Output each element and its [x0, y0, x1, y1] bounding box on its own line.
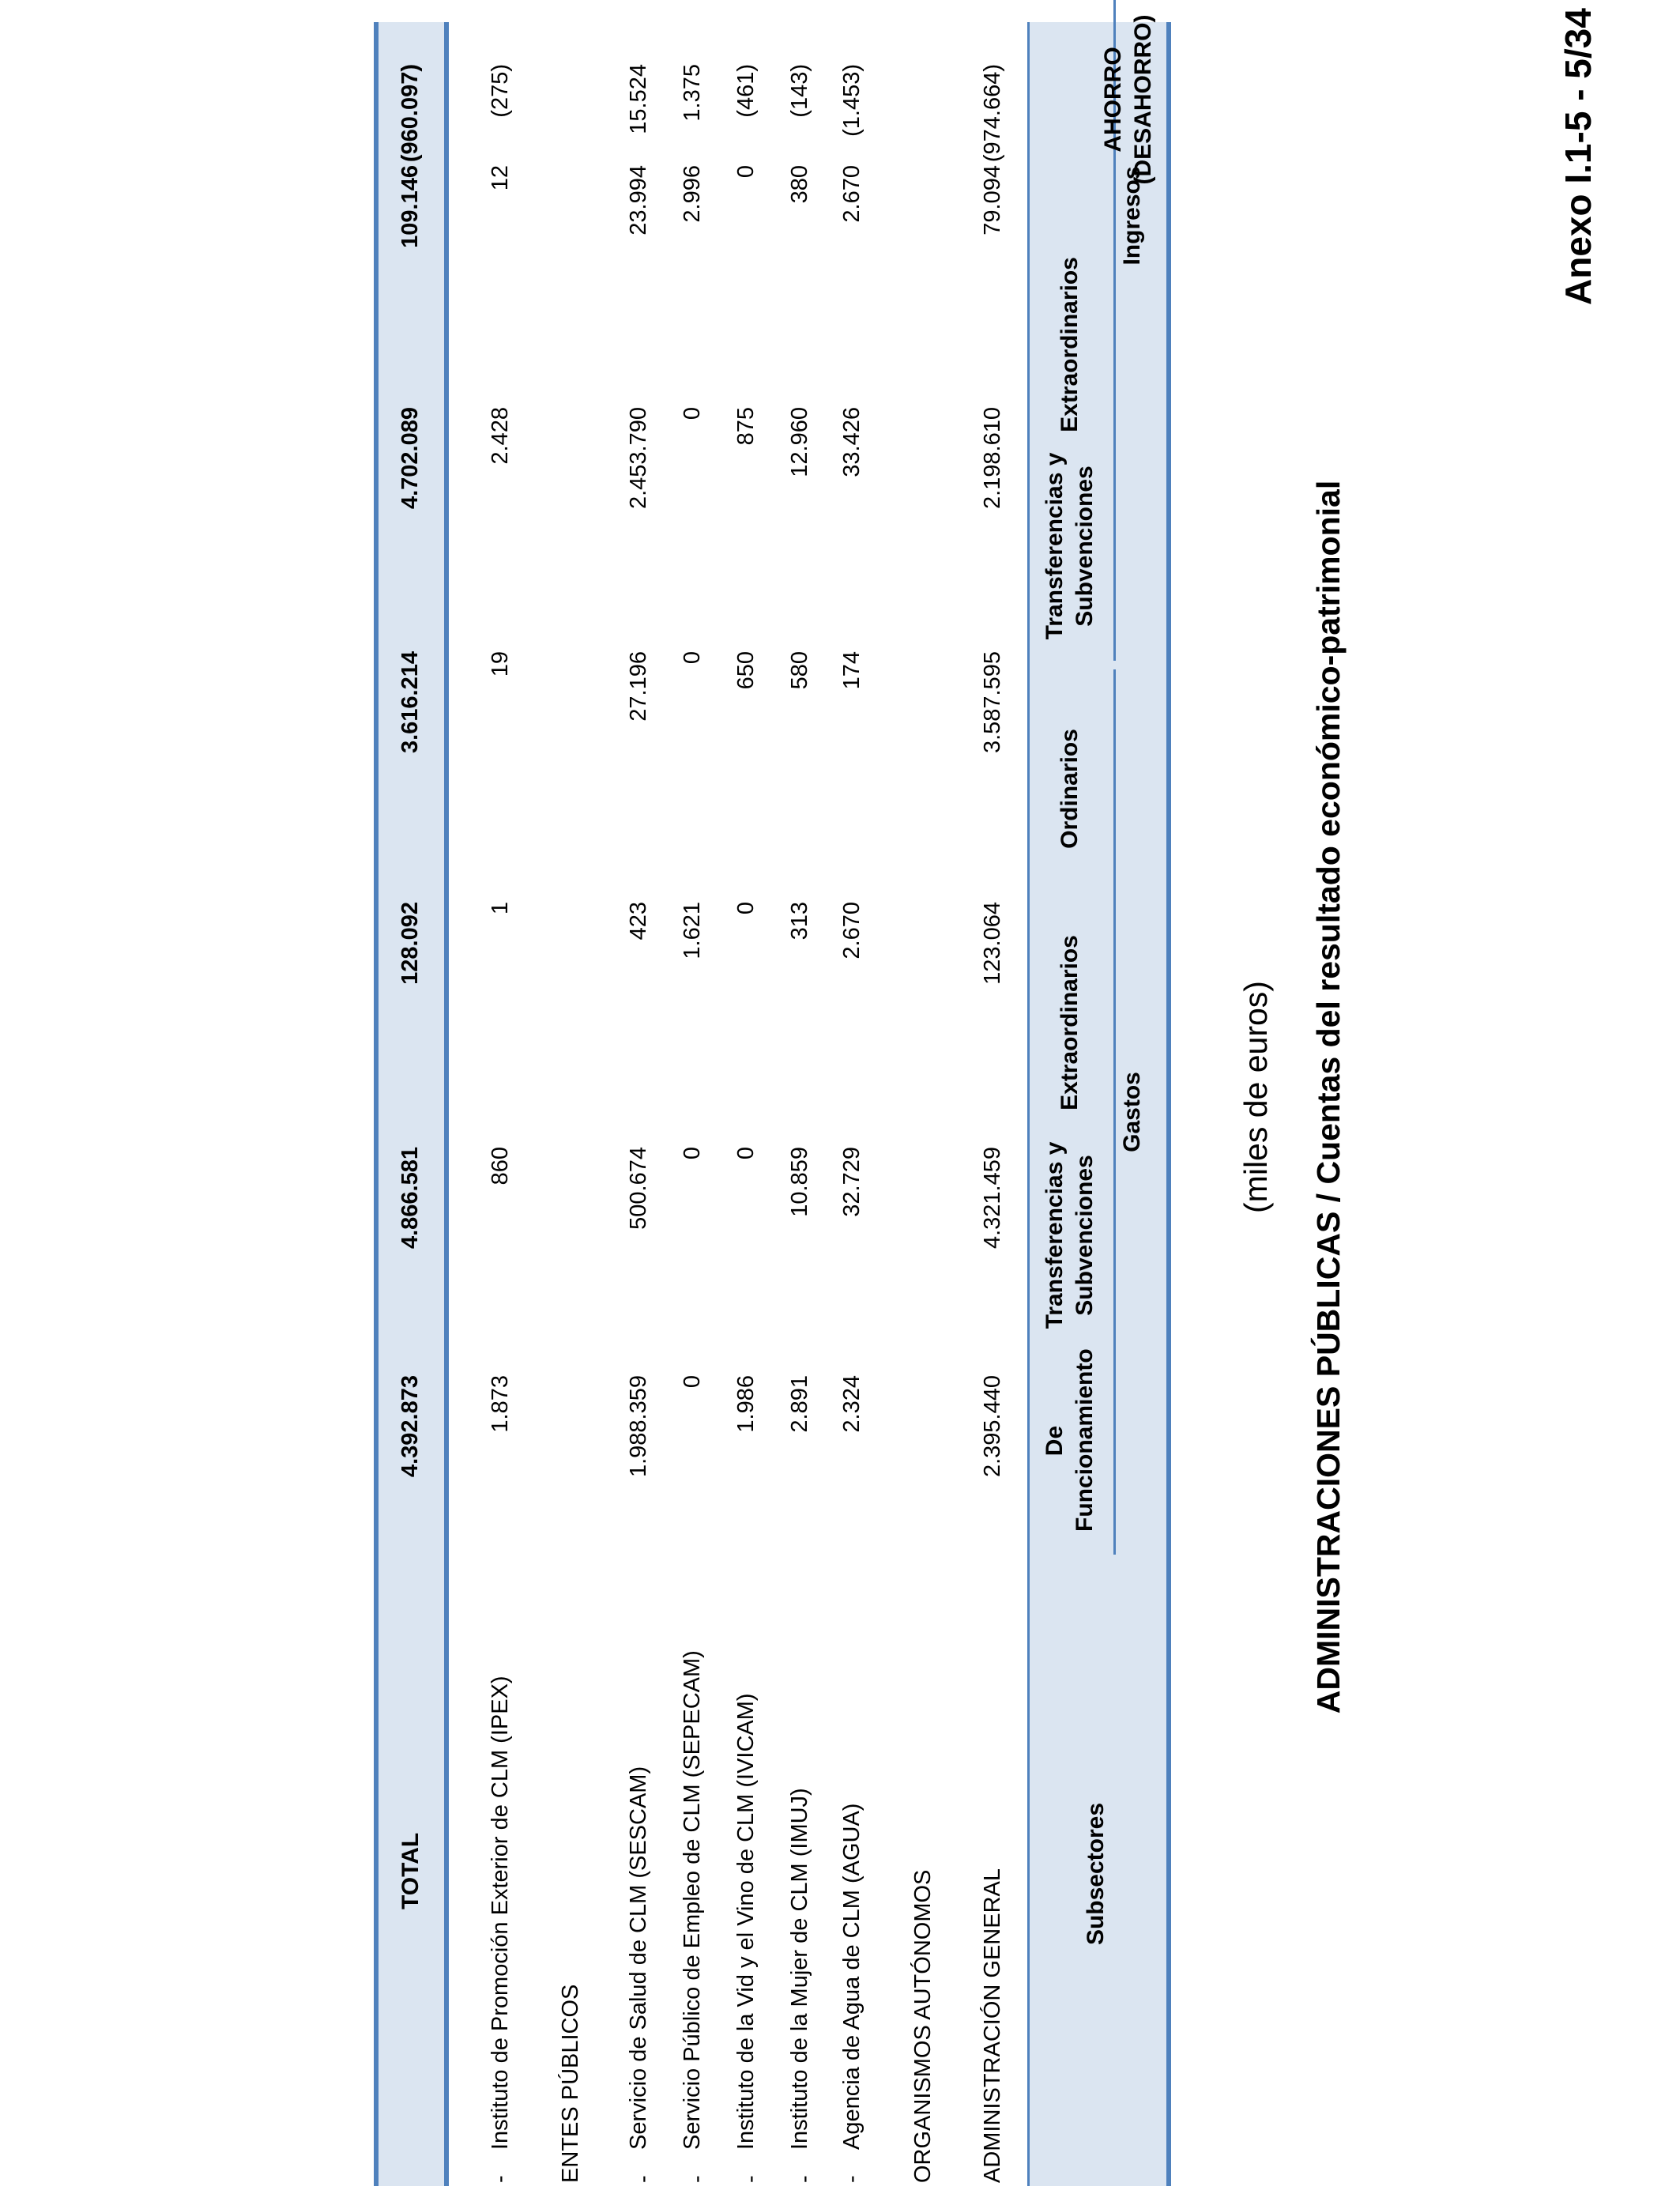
total-gastos-transferencias: 4.866.581 — [397, 1147, 423, 1250]
cell-ingresos-extraordinarios: 0 — [733, 165, 759, 179]
page-title: ADMINISTRACIONES PÚBLICAS / Cuentas del resultado económico-patrimonial — [1310, 480, 1347, 1714]
row-label: Servicio de Salud de CLM (SESCAM) — [626, 1766, 651, 2150]
cell-gastos-transferencias: 0 — [733, 1147, 759, 1160]
cell-ahorro: (275) — [488, 64, 513, 118]
header-ingresos: Ingresos — [1119, 166, 1145, 266]
cell-ahorro: (974.664) — [980, 64, 1005, 163]
row-dash: - — [684, 2175, 710, 2183]
cell-gastos-funcionamiento: 1.988.359 — [626, 1375, 651, 1478]
cell-gastos-extraordinarios: 313 — [787, 902, 812, 941]
cell-ingresos-extraordinarios: 79.094 — [980, 165, 1005, 236]
header-bottom-border — [1027, 22, 1030, 2186]
row-label: ADMINISTRACIÓN GENERAL — [980, 1868, 1005, 2183]
row-label: Agencia de Agua de CLM (AGUA) — [839, 1803, 864, 2150]
cell-ingresos-ordinarios: 27.196 — [626, 651, 651, 722]
cell-ingresos-extraordinarios: 2.670 — [839, 165, 864, 223]
cell-ahorro: (1.453) — [839, 64, 864, 137]
header-gastos-transferencias-line2: Subvenciones — [1072, 1155, 1098, 1316]
cell-ingresos-ordinarios: 19 — [488, 651, 513, 677]
section-organismos: ORGANISMOS AUTÓNOMOS — [910, 1869, 936, 2183]
header-ahorro-line1: AHORRO — [1100, 47, 1126, 153]
cell-gastos-funcionamiento: 2.891 — [787, 1375, 812, 1433]
cell-ahorro: 1.375 — [680, 64, 705, 122]
cell-gastos-transferencias: 860 — [488, 1147, 513, 1186]
cell-gastos-funcionamiento: 1.873 — [488, 1375, 513, 1433]
header-ahorro-line2: (DESAHORRO) — [1130, 14, 1156, 185]
cell-ingresos-transferencias: 2.198.610 — [980, 407, 1005, 510]
row-label: Instituto de Promoción Exterior de CLM (IPEX) — [488, 1676, 513, 2150]
header-gastos-transferencias — [1040, 1117, 1100, 1354]
total-ingresos-ordinarios: 3.616.214 — [397, 651, 423, 754]
cell-ingresos-transferencias: 33.426 — [839, 407, 864, 477]
page-subtitle: (miles de euros) — [1237, 981, 1274, 1213]
header-de-funcionamiento-line2: Funcionamiento — [1072, 1348, 1098, 1532]
row-label: Instituto de la Mujer de CLM (IMUJ) — [787, 1788, 812, 2150]
cell-gastos-funcionamiento: 1.986 — [733, 1375, 759, 1433]
gastos-underline — [1113, 669, 1116, 1555]
cell-ingresos-extraordinarios: 380 — [787, 165, 812, 204]
total-ingresos-extraordinarios: 109.146 — [397, 165, 423, 248]
header-gastos: Gastos — [1119, 1072, 1145, 1152]
header-ingresos-transferencias-line1: Transferencias y — [1042, 452, 1068, 640]
header-ordinarios: Ordinarios — [1057, 729, 1083, 849]
cell-ingresos-transferencias: 2.453.790 — [626, 407, 651, 510]
header-ahorro — [1098, 5, 1158, 194]
cell-gastos-transferencias: 0 — [680, 1147, 705, 1160]
cell-gastos-transferencias: 32.729 — [839, 1147, 864, 1217]
total-top-border — [444, 22, 449, 2186]
cell-gastos-funcionamiento: 0 — [680, 1375, 705, 1389]
total-label: TOTAL — [397, 1832, 424, 1909]
table-top-border — [1166, 22, 1171, 2186]
total-ahorro: (960.097) — [397, 64, 423, 163]
header-gastos-extraordinarios: Extraordinarios — [1057, 935, 1083, 1110]
annex-label: Anexo I.1-5 - 5/34 — [1558, 8, 1599, 305]
row-label: Servicio Público de Empleo de CLM (SEPECAM) — [680, 1650, 705, 2150]
total-gastos-funcionamiento: 4.392.873 — [397, 1375, 423, 1478]
cell-ingresos-ordinarios: 650 — [733, 651, 759, 690]
cell-ingresos-transferencias: 12.960 — [787, 407, 812, 477]
cell-gastos-extraordinarios: 1 — [488, 902, 513, 915]
cell-gastos-funcionamiento: 2.395.440 — [980, 1375, 1005, 1478]
row-dash: - — [839, 2175, 864, 2183]
cell-ingresos-transferencias: 0 — [680, 407, 705, 420]
cell-gastos-extraordinarios: 123.064 — [980, 902, 1005, 985]
row-dash: - — [488, 2175, 513, 2183]
header-ingresos-transferencias — [1040, 428, 1100, 665]
cell-ingresos-transferencias: 875 — [733, 407, 759, 446]
header-subsectores: Subsectores — [1083, 1802, 1109, 1946]
header-ingresos-extraordinarios: Extraordinarios — [1057, 257, 1083, 432]
cell-ahorro: (143) — [787, 64, 812, 118]
cell-gastos-transferencias: 10.859 — [787, 1147, 812, 1217]
cell-ingresos-ordinarios: 580 — [787, 651, 812, 690]
cell-ingresos-ordinarios: 174 — [839, 651, 864, 690]
cell-ahorro: (461) — [733, 64, 759, 118]
row-dash: - — [792, 2175, 817, 2183]
header-gastos-transferencias-line1: Transferencias y — [1042, 1141, 1068, 1329]
cell-ingresos-extraordinarios: 23.994 — [626, 165, 651, 236]
total-bottom-border — [374, 22, 379, 2186]
cell-ingresos-ordinarios: 0 — [680, 651, 705, 665]
cell-gastos-extraordinarios: 0 — [733, 902, 759, 915]
cell-gastos-transferencias: 500.674 — [626, 1147, 651, 1230]
header-de-funcionamiento-line1: De — [1042, 1425, 1068, 1457]
header-ingresos-transferencias-line2: Subvenciones — [1072, 466, 1098, 627]
total-ingresos-transferencias: 4.702.089 — [397, 407, 423, 510]
cell-gastos-transferencias: 4.321.459 — [980, 1147, 1005, 1250]
row-dash: - — [631, 2175, 656, 2183]
row-dash: - — [738, 2175, 763, 2183]
cell-ingresos-extraordinarios: 12 — [488, 165, 513, 191]
header-de-funcionamiento — [1040, 1350, 1100, 1532]
cell-ingresos-ordinarios: 3.587.595 — [980, 651, 1005, 754]
cell-ingresos-transferencias: 2.428 — [488, 407, 513, 465]
cell-ahorro: 15.524 — [626, 64, 651, 134]
section-entes: ENTES PÚBLICOS — [558, 1984, 583, 2183]
row-label: Instituto de la Vid y el Vino de CLM (IVICAM) — [733, 1693, 759, 2150]
cell-gastos-funcionamiento: 2.324 — [839, 1375, 864, 1433]
cell-gastos-extraordinarios: 423 — [626, 902, 651, 941]
cell-gastos-extraordinarios: 1.621 — [680, 902, 705, 959]
cell-gastos-extraordinarios: 2.670 — [839, 902, 864, 959]
total-gastos-extraordinarios: 128.092 — [397, 902, 423, 985]
cell-ingresos-extraordinarios: 2.996 — [680, 165, 705, 223]
